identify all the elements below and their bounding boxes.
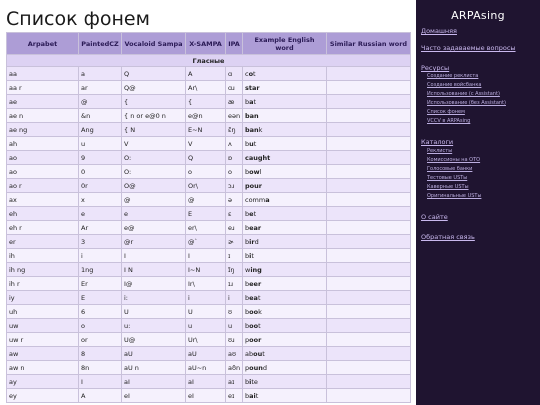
cell-ipa: o — [226, 165, 243, 179]
cell-arpabet: eh r — [7, 221, 79, 235]
table-row — [7, 263, 411, 277]
nav-item-home[interactable]: Домашняя — [421, 27, 457, 35]
example-highlight: ban — [245, 111, 259, 120]
cell-similar-russian — [327, 109, 411, 123]
cell-similar-russian — [327, 179, 411, 193]
table-row — [7, 333, 411, 347]
cell-ipa: u — [226, 319, 243, 333]
cell-x-sampa: @` — [186, 235, 226, 249]
cell-x-sampa: eI — [186, 389, 226, 403]
cell-x-sampa: U — [186, 305, 226, 319]
table-row — [7, 305, 411, 319]
cell-ipa: ɔɹ — [226, 179, 243, 193]
cell-paintedcz: I — [79, 375, 122, 389]
cell-vocaloid-sampa: O: — [122, 165, 186, 179]
cell-paintedcz: e — [79, 207, 122, 221]
cell-vocaloid-sampa: aU — [122, 347, 186, 361]
table-row — [7, 291, 411, 305]
table-row — [7, 81, 411, 95]
nav-sub-voicebanks[interactable]: Голосовые банки — [427, 166, 473, 172]
cell-vocaloid-sampa: @ — [122, 193, 186, 207]
example-highlight: e — [249, 209, 254, 218]
example-suffix: te — [251, 377, 258, 386]
example-highlight: u — [249, 139, 254, 148]
col-header-vocaloid-sampa: Vocaloid Sampa — [122, 33, 186, 55]
cell-paintedcz: 8n — [79, 361, 122, 375]
col-header-arpabet: Arpabet — [7, 33, 79, 55]
cell-vocaloid-sampa: Q — [122, 67, 186, 81]
example-highlight: ir — [249, 237, 255, 246]
cell-arpabet: ih ng — [7, 263, 79, 277]
cell-example-english — [243, 375, 327, 389]
cell-arpabet: ao — [7, 151, 79, 165]
example-highlight: eer — [249, 279, 262, 288]
example-prefix: b — [245, 167, 250, 176]
cell-vocaloid-sampa: i: — [122, 291, 186, 305]
example-highlight: ear — [249, 223, 262, 232]
example-highlight: oor — [249, 335, 262, 344]
cell-vocaloid-sampa: O@ — [122, 179, 186, 193]
cell-similar-russian — [327, 249, 411, 263]
example-suffix: k — [258, 307, 262, 316]
example-highlight: ea — [249, 293, 258, 302]
cell-arpabet: aw n — [7, 361, 79, 375]
cell-ipa: ɪ̃ŋ — [226, 263, 243, 277]
cell-arpabet: uw — [7, 319, 79, 333]
example-suffix: t — [255, 391, 259, 400]
table-row — [7, 165, 411, 179]
cell-vocaloid-sampa: eI — [122, 389, 186, 403]
cell-paintedcz: &n — [79, 109, 122, 123]
example-highlight: oo — [249, 321, 259, 330]
cell-ipa: ɑɹ — [226, 81, 243, 95]
table-row — [7, 137, 411, 151]
cell-paintedcz: E — [79, 291, 122, 305]
cell-similar-russian — [327, 291, 411, 305]
cell-paintedcz: Er — [79, 277, 122, 291]
example-prefix: b — [245, 377, 250, 386]
example-suffix: d — [262, 363, 268, 372]
example-prefix: b — [245, 237, 250, 246]
section-label: Гласные — [7, 55, 411, 67]
cell-example-english — [243, 123, 327, 137]
cell-x-sampa: V — [186, 137, 226, 151]
page-title: Список фонем — [6, 8, 150, 30]
cell-ipa: ɑ — [226, 67, 243, 81]
cell-vocaloid-sampa: e — [122, 207, 186, 221]
example-prefix: b — [245, 97, 250, 106]
cell-paintedcz: u — [79, 137, 122, 151]
table-row — [7, 179, 411, 193]
cell-x-sampa: Ir\ — [186, 277, 226, 291]
cell-similar-russian — [327, 123, 411, 137]
nav-item-faq[interactable]: Часто задаваемые вопросы — [421, 44, 516, 52]
sidebar — [416, 0, 540, 405]
table-row — [7, 319, 411, 333]
cell-vocaloid-sampa: { — [122, 95, 186, 109]
table-row — [7, 151, 411, 165]
cell-example-english — [243, 109, 327, 123]
nav-sub-voicebank-creation[interactable]: Создание войсбанка — [427, 82, 482, 88]
cell-paintedcz: ar — [79, 81, 122, 95]
example-highlight: star — [245, 83, 260, 92]
cell-example-english — [243, 67, 327, 81]
cell-similar-russian — [327, 221, 411, 235]
cell-ipa: eən — [226, 109, 243, 123]
cell-similar-russian — [327, 207, 411, 221]
cell-vocaloid-sampa: u: — [122, 319, 186, 333]
cell-similar-russian — [327, 277, 411, 291]
example-prefix: b — [245, 279, 250, 288]
example-prefix: b — [245, 307, 250, 316]
cell-ipa: ɪ — [226, 249, 243, 263]
cell-similar-russian — [327, 375, 411, 389]
cell-paintedcz: 9 — [79, 151, 122, 165]
cell-x-sampa: aU~n — [186, 361, 226, 375]
cell-arpabet: aa — [7, 67, 79, 81]
table-row — [7, 375, 411, 389]
example-highlight: ai — [249, 391, 256, 400]
cell-vocaloid-sampa: O: — [122, 151, 186, 165]
nav-sub-original-usts[interactable]: Оригинальные USTы — [427, 193, 482, 199]
example-highlight: oo — [249, 307, 259, 316]
cell-vocaloid-sampa: { N — [122, 123, 186, 137]
example-highlight: caught — [245, 153, 271, 162]
cell-arpabet: ay — [7, 375, 79, 389]
example-highlight: i — [249, 377, 252, 386]
cell-vocaloid-sampa: U@ — [122, 333, 186, 347]
table-row — [7, 67, 411, 81]
cell-example-english — [243, 151, 327, 165]
table-row — [7, 361, 411, 375]
cell-example-english — [243, 95, 327, 109]
cell-arpabet: ih — [7, 249, 79, 263]
cell-x-sampa: { — [186, 95, 226, 109]
example-suffix: d — [254, 237, 259, 246]
table-row — [7, 389, 411, 403]
cell-similar-russian — [327, 95, 411, 109]
example-highlight: a — [249, 97, 254, 106]
cell-example-english — [243, 361, 327, 375]
table-row — [7, 277, 411, 291]
cell-paintedcz: or — [79, 333, 122, 347]
example-highlight: ing — [250, 265, 262, 274]
example-prefix: b — [245, 209, 250, 218]
example-prefix: comm — [245, 195, 266, 204]
cell-x-sampa: er\ — [186, 221, 226, 235]
cell-vocaloid-sampa: Q@ — [122, 81, 186, 95]
cell-x-sampa: Ar\ — [186, 81, 226, 95]
cell-example-english — [243, 179, 327, 193]
example-highlight: i — [249, 251, 252, 260]
cell-ipa: ʊ — [226, 305, 243, 319]
cell-x-sampa: i — [186, 291, 226, 305]
cell-arpabet: ae n — [7, 109, 79, 123]
cell-paintedcz: a — [79, 67, 122, 81]
example-suffix: k — [258, 125, 263, 134]
nav-sub-vccv[interactable]: VCCV в ARPAsing — [427, 118, 471, 124]
cell-vocaloid-sampa: I@ — [122, 277, 186, 291]
example-prefix: c — [245, 69, 249, 78]
cell-paintedcz: o — [79, 319, 122, 333]
cell-vocaloid-sampa: aU n — [122, 361, 186, 375]
cell-arpabet: ax — [7, 193, 79, 207]
cell-example-english — [243, 389, 327, 403]
nav-sub-reclists[interactable]: Реклисты — [427, 148, 453, 154]
cell-example-english — [243, 137, 327, 151]
cell-ipa: ə — [226, 193, 243, 207]
table-row — [7, 109, 411, 123]
cell-arpabet: ey — [7, 389, 79, 403]
example-prefix: w — [245, 265, 251, 274]
example-prefix: b — [245, 251, 250, 260]
cell-similar-russian — [327, 347, 411, 361]
nav-item-catalogs[interactable]: Каталоги — [421, 138, 454, 146]
cell-vocaloid-sampa: @r — [122, 235, 186, 249]
table-row — [7, 347, 411, 361]
cell-example-english — [243, 347, 327, 361]
nav-sub-usage-without-assistant[interactable]: Использование (без Assistant) — [427, 100, 506, 106]
cell-arpabet: uw r — [7, 333, 79, 347]
cell-similar-russian — [327, 305, 411, 319]
table-row — [7, 249, 411, 263]
example-prefix: b — [245, 223, 250, 232]
cell-example-english — [243, 333, 327, 347]
cell-arpabet: uh — [7, 305, 79, 319]
cell-paintedcz: A — [79, 389, 122, 403]
cell-x-sampa: I~N — [186, 263, 226, 277]
nav-item-feedback[interactable]: Обратная связь — [421, 233, 475, 241]
phoneme-table — [6, 32, 411, 403]
nav-item-about[interactable]: О сайте — [421, 213, 448, 221]
cell-paintedcz: 0 — [79, 165, 122, 179]
cell-arpabet: ae — [7, 95, 79, 109]
cell-x-sampa: o — [186, 165, 226, 179]
cell-arpabet: eh — [7, 207, 79, 221]
example-highlight: o — [248, 69, 254, 78]
cell-arpabet: er — [7, 235, 79, 249]
cell-ipa: æ — [226, 95, 243, 109]
cell-x-sampa: Q — [186, 151, 226, 165]
cell-vocaloid-sampa: V — [122, 137, 186, 151]
example-highlight: a — [265, 195, 270, 204]
example-prefix: b — [245, 391, 250, 400]
table-header-row — [7, 33, 411, 55]
table-row — [7, 193, 411, 207]
cell-arpabet: ah — [7, 137, 79, 151]
cell-similar-russian — [327, 235, 411, 249]
table-row — [7, 95, 411, 109]
cell-ipa: ɚ — [226, 235, 243, 249]
cell-ipa: ɪɹ — [226, 277, 243, 291]
col-header-paintedcz: PaintedCZ — [79, 33, 122, 55]
cell-ipa: aɪ — [226, 375, 243, 389]
example-prefix: b — [245, 139, 250, 148]
cell-paintedcz: 3 — [79, 235, 122, 249]
cell-vocaloid-sampa: aI — [122, 375, 186, 389]
cell-similar-russian — [327, 263, 411, 277]
col-header-example-english: Example English word — [243, 33, 327, 55]
cell-paintedcz: 8 — [79, 347, 122, 361]
cell-vocaloid-sampa: I — [122, 249, 186, 263]
cell-paintedcz: 6 — [79, 305, 122, 319]
cell-x-sampa: aI — [186, 375, 226, 389]
cell-example-english — [243, 193, 327, 207]
cell-vocaloid-sampa: { n or e@0 n — [122, 109, 186, 123]
example-prefix: p — [245, 363, 250, 372]
table-row — [7, 235, 411, 249]
example-prefix: b — [245, 293, 250, 302]
cell-ipa: eɹ — [226, 221, 243, 235]
cell-ipa: ʌ — [226, 137, 243, 151]
cell-vocaloid-sampa: e@ — [122, 221, 186, 235]
cell-example-english — [243, 305, 327, 319]
cell-x-sampa: Or\ — [186, 179, 226, 193]
cell-arpabet: ao — [7, 165, 79, 179]
cell-ipa: ɒ — [226, 151, 243, 165]
cell-ipa: eɪ — [226, 389, 243, 403]
nav-sub-usage-with-assistant[interactable]: Использование (с Assistant) — [427, 91, 500, 97]
cell-arpabet: ih r — [7, 277, 79, 291]
cell-arpabet: ao r — [7, 179, 79, 193]
cell-similar-russian — [327, 333, 411, 347]
nav-sub-reclist-creation[interactable]: Создание реклиста — [427, 73, 479, 79]
example-highlight: ou — [253, 349, 263, 358]
cell-example-english — [243, 221, 327, 235]
cell-example-english — [243, 263, 327, 277]
table-row — [7, 207, 411, 221]
cell-similar-russian — [327, 319, 411, 333]
example-suffix: t — [253, 97, 257, 106]
cell-paintedcz: @ — [79, 95, 122, 109]
cell-example-english — [243, 249, 327, 263]
nav-item-resources[interactable]: Ресурсы — [421, 64, 450, 72]
cell-vocaloid-sampa: I N — [122, 263, 186, 277]
cell-vocaloid-sampa: U — [122, 305, 186, 319]
example-suffix: t — [257, 293, 261, 302]
example-highlight: ban — [245, 125, 259, 134]
cell-x-sampa: A — [186, 67, 226, 81]
cell-example-english — [243, 277, 327, 291]
cell-paintedcz: x — [79, 193, 122, 207]
example-prefix: ab — [245, 349, 254, 358]
cell-ipa: ɛ̃ŋ — [226, 123, 243, 137]
cell-arpabet: iy — [7, 291, 79, 305]
cell-example-english — [243, 81, 327, 95]
cell-similar-russian — [327, 389, 411, 403]
cell-similar-russian — [327, 81, 411, 95]
cell-similar-russian — [327, 193, 411, 207]
cell-paintedcz: Ar — [79, 221, 122, 235]
cell-x-sampa: E~N — [186, 123, 226, 137]
cell-x-sampa: @ — [186, 193, 226, 207]
cell-ipa: aʊ̃n — [226, 361, 243, 375]
example-suffix: t — [258, 321, 261, 330]
example-suffix: t — [253, 139, 257, 148]
example-prefix: p — [245, 335, 250, 344]
cell-x-sampa: e@n — [186, 109, 226, 123]
nav-sub-phoneme-list[interactable]: Список фонем — [427, 109, 465, 115]
cell-example-english — [243, 165, 327, 179]
cell-similar-russian — [327, 361, 411, 375]
section-row-vowels — [7, 55, 411, 67]
cell-example-english — [243, 291, 327, 305]
site-brand[interactable]: ARPAsing — [451, 9, 505, 22]
cell-similar-russian — [327, 67, 411, 81]
cell-paintedcz: 1ng — [79, 263, 122, 277]
cell-paintedcz: i — [79, 249, 122, 263]
cell-ipa: ɛ — [226, 207, 243, 221]
cell-paintedcz: 0r — [79, 179, 122, 193]
cell-ipa: i — [226, 291, 243, 305]
example-highlight: pour — [245, 181, 262, 190]
cell-example-english — [243, 319, 327, 333]
cell-x-sampa: I — [186, 249, 226, 263]
cell-arpabet: aa r — [7, 81, 79, 95]
col-header-x-sampa: X-SAMPA — [186, 33, 226, 55]
cell-x-sampa: aU — [186, 347, 226, 361]
cell-paintedcz: Ang — [79, 123, 122, 137]
example-prefix: b — [245, 321, 250, 330]
cell-ipa: aʊ — [226, 347, 243, 361]
cell-similar-russian — [327, 151, 411, 165]
col-header-ipa: IPA — [226, 33, 243, 55]
table-row — [7, 123, 411, 137]
nav-sub-test-usts[interactable]: Тестовые USTы — [427, 175, 468, 181]
cell-similar-russian — [327, 165, 411, 179]
example-suffix: t — [253, 209, 257, 218]
example-suffix: t — [253, 69, 256, 78]
example-suffix: t — [262, 349, 265, 358]
example-suffix: l — [259, 167, 262, 176]
cell-arpabet: ae ng — [7, 123, 79, 137]
cell-x-sampa: u — [186, 319, 226, 333]
nav-sub-cover-usts[interactable]: Каверные USTы — [427, 184, 469, 190]
cell-example-english — [243, 235, 327, 249]
example-highlight: oun — [249, 363, 263, 372]
example-suffix: t — [251, 251, 254, 260]
cell-x-sampa: E — [186, 207, 226, 221]
nav-sub-oto-commissions[interactable]: Комиссионы на OTO — [427, 157, 481, 163]
cell-ipa: ʊɹ — [226, 333, 243, 347]
cell-example-english — [243, 207, 327, 221]
table-row — [7, 221, 411, 235]
cell-arpabet: aw — [7, 347, 79, 361]
example-highlight: ow — [249, 167, 260, 176]
cell-x-sampa: Ur\ — [186, 333, 226, 347]
cell-similar-russian — [327, 137, 411, 151]
col-header-similar-russian: Similar Russian word — [327, 33, 411, 55]
